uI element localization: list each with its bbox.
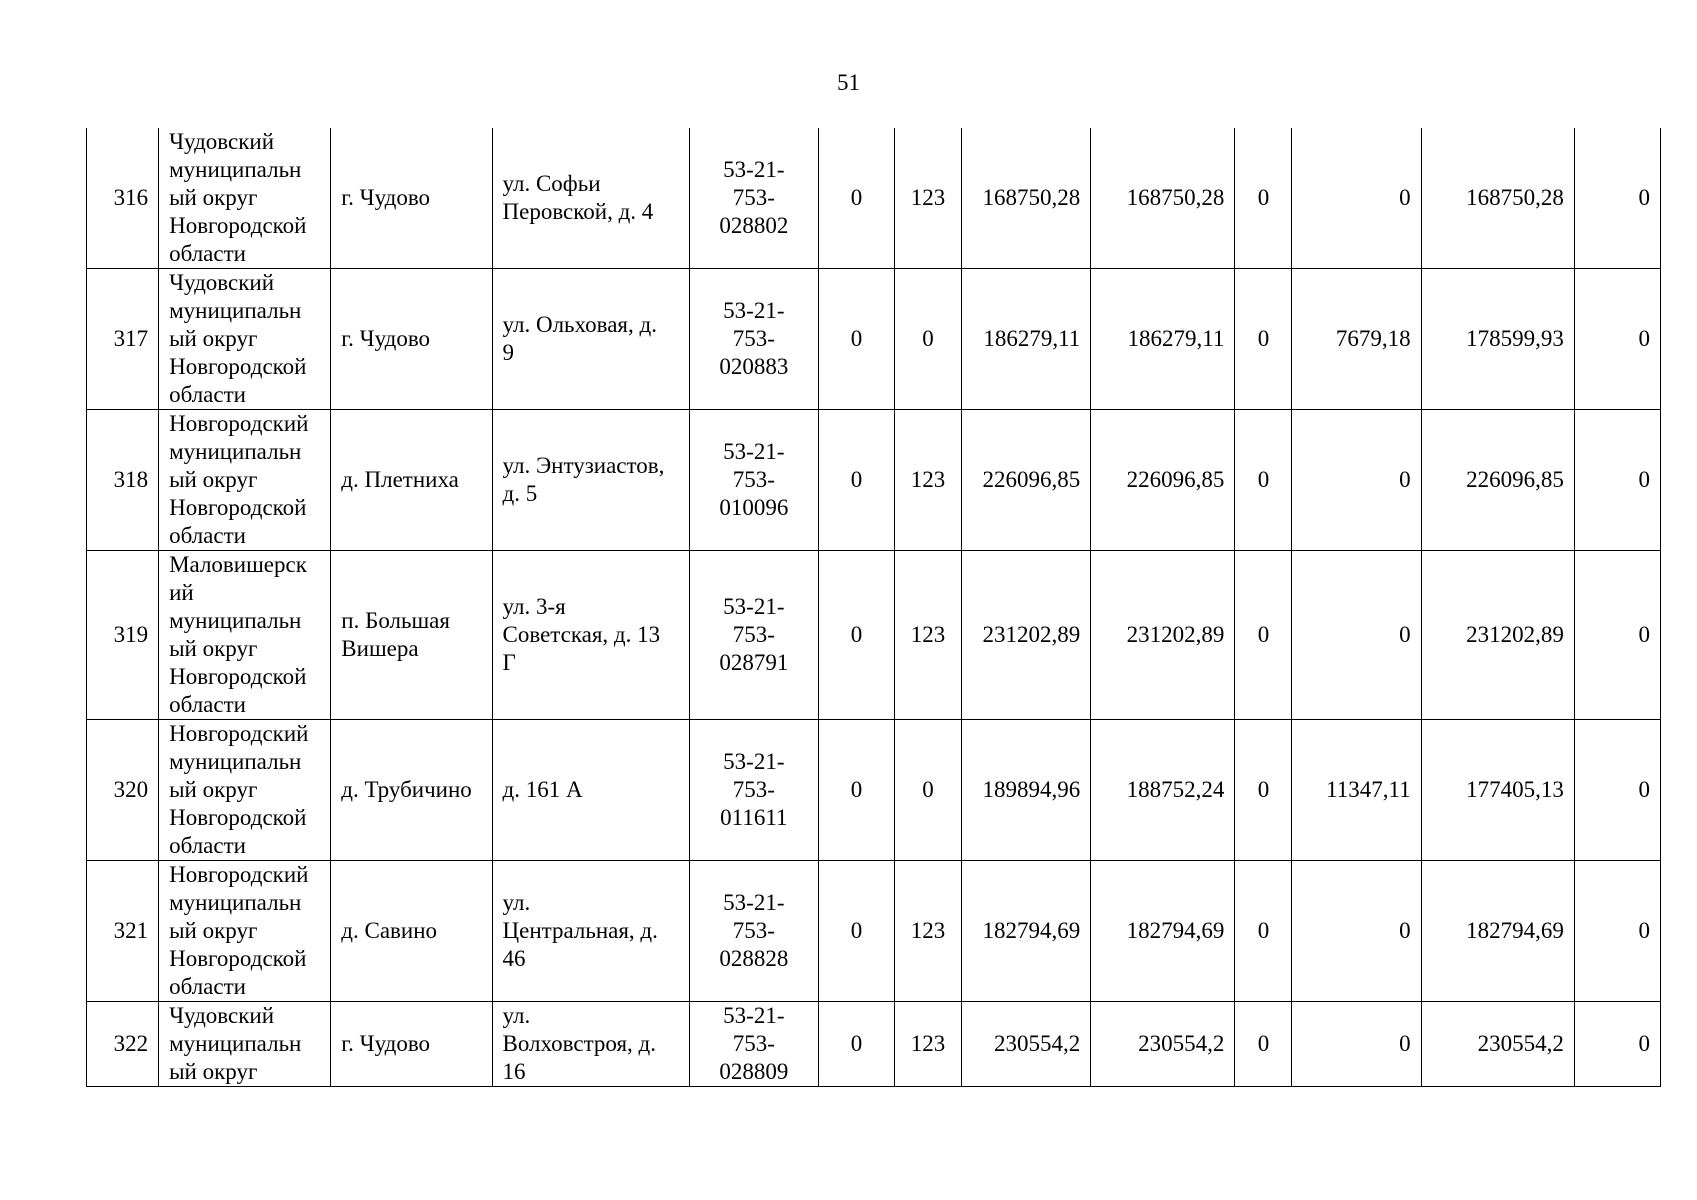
settlement-cell: д. Савино (331, 861, 492, 1002)
municipality-cell-line: ый округ (169, 467, 258, 492)
row-number-cell: 318 (87, 410, 159, 551)
value-cell-12: 177405,13 (1421, 720, 1574, 861)
municipality-cell-line: области (169, 241, 246, 266)
address-cell-line: ул. (502, 1003, 531, 1028)
settlement-cell: г. Чудово (331, 269, 492, 410)
value-cell-7: 123 (895, 551, 962, 720)
value-cell-6: 0 (818, 720, 894, 861)
value-cell-8: 226096,85 (962, 410, 1091, 551)
page-number: 51 (837, 70, 860, 95)
table-row (87, 720, 1661, 861)
value-cell-6: 0 (818, 269, 894, 410)
cadastral-code-cell-line: 53-21- (723, 1003, 785, 1028)
cadastral-code-cell (689, 861, 818, 1002)
municipality-cell-line: области (169, 382, 246, 407)
municipality-cell (159, 128, 331, 269)
value-cell-13: 0 (1574, 720, 1660, 861)
value-cell-8: 186279,11 (962, 269, 1091, 410)
value-cell-8: 168750,28 (962, 128, 1091, 269)
value-cell-6: 0 (818, 410, 894, 551)
table-row (87, 861, 1661, 1002)
municipality-cell-line: области (169, 833, 246, 858)
value-cell-10: 0 (1235, 720, 1292, 861)
cadastral-code-cell-line: 53-21- (723, 157, 785, 182)
municipality-cell-line: Чудовский (169, 270, 275, 295)
value-cell-12: 168750,28 (1421, 128, 1574, 269)
settlement-cell: г. Чудово (331, 128, 492, 269)
municipality-cell-line: области (169, 692, 246, 717)
address-cell-line: Г (502, 650, 516, 675)
value-cell-10: 0 (1235, 269, 1292, 410)
municipality-cell-line: Новгородской (169, 495, 307, 520)
cadastral-code-cell-line: 53-21- (723, 439, 785, 464)
table-row (87, 551, 1661, 720)
value-cell-11: 0 (1292, 551, 1421, 720)
municipality-cell (159, 720, 331, 861)
value-cell-12: 230554,2 (1421, 1002, 1574, 1087)
value-cell-9: 186279,11 (1091, 269, 1235, 410)
address-cell-line: ул. 3-я (502, 594, 566, 619)
cadastral-code-cell-line: 020883 (719, 354, 789, 379)
value-cell-11: 0 (1292, 410, 1421, 551)
value-cell-11: 0 (1292, 861, 1421, 1002)
value-cell-9: 182794,69 (1091, 861, 1235, 1002)
cadastral-code-cell-line: 011611 (720, 805, 788, 830)
value-cell-9: 168750,28 (1091, 128, 1235, 269)
value-cell-9: 230554,2 (1091, 1002, 1235, 1087)
address-cell-line: д. 161 А (502, 777, 583, 802)
value-cell-9: 231202,89 (1091, 551, 1235, 720)
municipality-cell-line: муниципальн (169, 890, 302, 915)
value-cell-13: 0 (1574, 128, 1660, 269)
table-row (87, 269, 1661, 410)
settlement-cell: д. Трубичино (331, 720, 492, 861)
cadastral-code-cell (689, 410, 818, 551)
cadastral-code-cell-line: 010096 (719, 495, 789, 520)
address-cell (492, 861, 689, 1002)
value-cell-8: 230554,2 (962, 1002, 1091, 1087)
registry-table (86, 128, 1661, 1087)
cadastral-code-cell (689, 269, 818, 410)
value-cell-12: 226096,85 (1421, 410, 1574, 551)
address-cell-line: 16 (502, 1059, 526, 1084)
municipality-cell-line: Маловишерск (169, 552, 307, 577)
cadastral-code-cell-line: 028802 (719, 213, 789, 238)
address-cell-line: ул. Ольховая, д. (502, 312, 657, 337)
address-cell-line: Советская, д. 13 (502, 622, 661, 647)
address-cell-line: д. 5 (502, 481, 538, 506)
municipality-cell-line: Чудовский (169, 1003, 275, 1028)
value-cell-8: 231202,89 (962, 551, 1091, 720)
settlement-cell-line: п. Большая (341, 608, 450, 633)
municipality-cell-line: муниципальн (169, 1031, 302, 1056)
municipality-cell-line: Новгородский (169, 862, 309, 887)
municipality-cell-line: Новгородский (169, 721, 309, 746)
municipality-cell-line: Новгородской (169, 664, 307, 689)
value-cell-13: 0 (1574, 410, 1660, 551)
value-cell-11: 0 (1292, 1002, 1421, 1087)
cadastral-code-cell (689, 720, 818, 861)
cadastral-code-cell-line: 53-21- (723, 594, 785, 619)
municipality-cell-line: Чудовский (169, 129, 275, 154)
municipality-cell-line: ый округ (169, 326, 258, 351)
municipality-cell-line: муниципальн (169, 157, 302, 182)
cadastral-code-cell-line: 753- (732, 1031, 775, 1056)
municipality-cell-line: Новгородской (169, 805, 307, 830)
value-cell-10: 0 (1235, 551, 1292, 720)
municipality-cell-line: ый округ (169, 1059, 258, 1084)
address-cell-line: 46 (502, 946, 526, 971)
value-cell-10: 0 (1235, 410, 1292, 551)
settlement-cell: г. Чудово (331, 1002, 492, 1087)
value-cell-13: 0 (1574, 551, 1660, 720)
cadastral-code-cell-line: 53-21- (723, 298, 785, 323)
municipality-cell (159, 1002, 331, 1087)
municipality-cell (159, 551, 331, 720)
settlement-cell: д. Плетниха (331, 410, 492, 551)
municipality-cell-line: ый округ (169, 636, 258, 661)
registry-body (87, 128, 1661, 1087)
cadastral-code-cell-line: 753- (732, 918, 775, 943)
value-cell-7: 0 (895, 269, 962, 410)
value-cell-12: 182794,69 (1421, 861, 1574, 1002)
municipality-cell (159, 861, 331, 1002)
value-cell-6: 0 (818, 551, 894, 720)
address-cell (492, 1002, 689, 1087)
municipality-cell-line: области (169, 523, 246, 548)
address-cell (492, 269, 689, 410)
cadastral-code-cell-line: 753- (732, 622, 775, 647)
value-cell-6: 0 (818, 128, 894, 269)
value-cell-12: 178599,93 (1421, 269, 1574, 410)
municipality-cell-line: ый округ (169, 777, 258, 802)
municipality-cell-line: Новгородский (169, 411, 309, 436)
value-cell-7: 123 (895, 1002, 962, 1087)
value-cell-13: 0 (1574, 269, 1660, 410)
municipality-cell-line: ый округ (169, 918, 258, 943)
address-cell-line: Волховстроя, д. (502, 1031, 656, 1056)
municipality-cell (159, 269, 331, 410)
cadastral-code-cell (689, 551, 818, 720)
municipality-cell-line: муниципальн (169, 298, 302, 323)
value-cell-9: 226096,85 (1091, 410, 1235, 551)
value-cell-11: 0 (1292, 128, 1421, 269)
municipality-cell-line: области (169, 974, 246, 999)
address-cell-line: 9 (502, 340, 514, 365)
value-cell-13: 0 (1574, 1002, 1660, 1087)
value-cell-7: 123 (895, 861, 962, 1002)
cadastral-code-cell-line: 753- (732, 777, 775, 802)
row-number-cell: 321 (87, 861, 159, 1002)
value-cell-7: 123 (895, 410, 962, 551)
municipality-cell-line: Новгородской (169, 354, 307, 379)
municipality-cell-line: Новгородской (169, 946, 307, 971)
row-number-cell: 319 (87, 551, 159, 720)
cadastral-code-cell-line: 53-21- (723, 749, 785, 774)
table-row (87, 410, 1661, 551)
address-cell-line: ул. Софьи (502, 171, 601, 196)
value-cell-10: 0 (1235, 128, 1292, 269)
address-cell-line: Перовской, д. 4 (502, 199, 654, 224)
value-cell-8: 189894,96 (962, 720, 1091, 861)
address-cell-line: ул. Энтузиастов, (502, 453, 665, 478)
value-cell-10: 0 (1235, 861, 1292, 1002)
municipality-cell-line: ий (169, 580, 194, 605)
address-cell-line: ул. (502, 890, 531, 915)
cadastral-code-cell-line: 028828 (719, 946, 789, 971)
address-cell (492, 720, 689, 861)
value-cell-11: 7679,18 (1292, 269, 1421, 410)
municipality-cell-line: муниципальн (169, 749, 302, 774)
cadastral-code-cell (689, 128, 818, 269)
address-cell (492, 128, 689, 269)
settlement-cell (331, 551, 492, 720)
address-cell-line: Центральная, д. (502, 918, 658, 943)
value-cell-7: 123 (895, 128, 962, 269)
address-cell (492, 551, 689, 720)
value-cell-11: 11347,11 (1292, 720, 1421, 861)
value-cell-13: 0 (1574, 861, 1660, 1002)
settlement-cell-line: Вишера (341, 636, 419, 661)
municipality-cell-line: ый округ (169, 185, 258, 210)
row-number-cell: 322 (87, 1002, 159, 1087)
cadastral-code-cell-line: 753- (732, 467, 775, 492)
row-number-cell: 316 (87, 128, 159, 269)
municipality-cell (159, 410, 331, 551)
value-cell-6: 0 (818, 1002, 894, 1087)
table-row (87, 128, 1661, 269)
cadastral-code-cell-line: 753- (732, 185, 775, 210)
value-cell-9: 188752,24 (1091, 720, 1235, 861)
cadastral-code-cell-line: 028809 (719, 1059, 789, 1084)
value-cell-10: 0 (1235, 1002, 1292, 1087)
municipality-cell-line: Новгородской (169, 213, 307, 238)
municipality-cell-line: муниципальн (169, 439, 302, 464)
municipality-cell-line: муниципальн (169, 608, 302, 633)
address-cell (492, 410, 689, 551)
cadastral-code-cell-line: 53-21- (723, 890, 785, 915)
table-row (87, 1002, 1661, 1087)
value-cell-12: 231202,89 (1421, 551, 1574, 720)
value-cell-7: 0 (895, 720, 962, 861)
cadastral-code-cell (689, 1002, 818, 1087)
cadastral-code-cell-line: 753- (732, 326, 775, 351)
value-cell-8: 182794,69 (962, 861, 1091, 1002)
row-number-cell: 320 (87, 720, 159, 861)
value-cell-6: 0 (818, 861, 894, 1002)
row-number-cell: 317 (87, 269, 159, 410)
cadastral-code-cell-line: 028791 (719, 650, 789, 675)
